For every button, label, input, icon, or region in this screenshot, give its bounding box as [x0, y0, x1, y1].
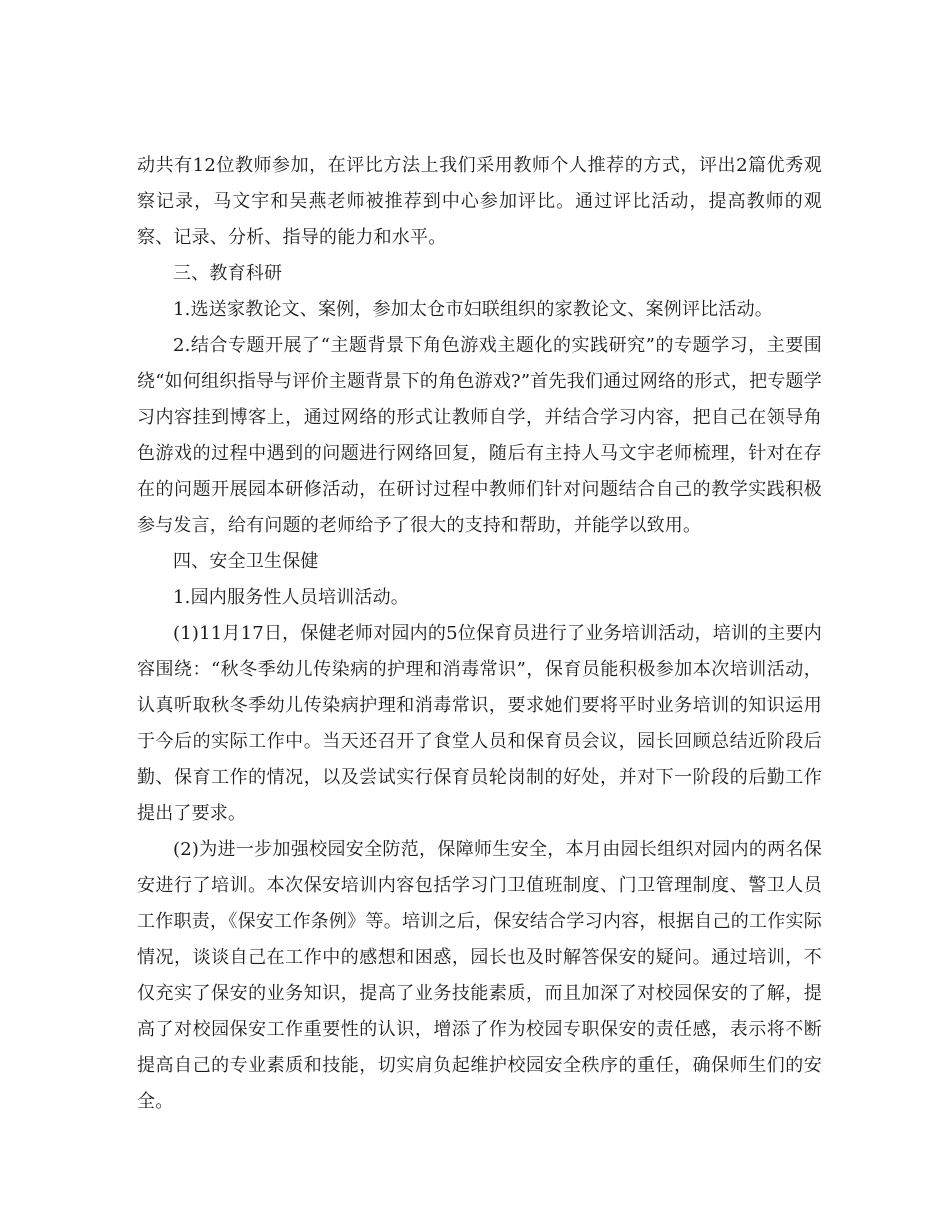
- paragraph-item-2: 2.结合专题开展了“主题背景下角色游戏主题化的实践研究”的专题学习，主要围绕“如何组织指导与评价主题背景下的角色游戏?”首先我们通过网络的形式，把专题学习内容挂到博客上，通过网络的形式让教师自学，并结合学习内容，把自己在领导角色游戏的过程中遇到的问题进行网络回复，随后有主持人马文宇老师梳理，针对在存在的问题开展园本研修活动，在研讨过程中教师们针对问题结合自己的教学实践积极参与发言，给有问题的老师给予了很大的支持和帮助，并能学以致用。: [137, 335, 822, 536]
- section-heading-research: 三、教育科研: [173, 263, 283, 284]
- section-heading-safety: 四、安全卫生保健: [173, 551, 319, 572]
- paragraph-item-1-1: (1)11月17日，保健老师对园内的5位保育员进行了业务培训活动，培训的主要内容围绕：“秋冬季幼儿传染病的护理和消毒常识”，保育员能积极参加本次培训活动，认真听取秋冬季幼儿传染病护理和消毒常识，要求她们要将平时业务培训的知识运用于今后的实际工作中。当天还召开了食堂人员和保育员会议，园长回顾总结近阶段后勤、保育工作的情况，以及尝试实行保育员轮岗制的好处，并对下一阶段的后勤工作提出了要求。: [137, 623, 822, 824]
- paragraph-continuation: 动共有12位教师参加，在评比方法上我们采用教师个人推荐的方式，评出2篇优秀观察记录，马文宇和吴燕老师被推荐到中心参加评比。通过评比活动，提高教师的观察、记录、分析、指导的能力和水平。: [137, 155, 822, 248]
- document-body: [137, 148, 822, 1120]
- paragraph-item-1-2: (2)为进一步加强校园安全防范，保障师生安全，本月由园长组织对园内的两名保安进行了培训。本次保安培训内容包括学习门卫值班制度、门卫管理制度、警卫人员工作职责，《保安工作条例》等。培训之后，保安结合学习内容，根据自己的工作实际情况，谈谈自己在工作中的感想和困惑，园长也及时解答保安的疑问。通过培训，不仅充实了保安的业务知识，提高了业务技能素质，而且加深了对校园保安的了解，提高了对校园保安工作重要性的认识，增添了作为校园专职保安的责任感，表示将不断提高自己的专业素质和技能，切实肩负起维护校园安全秩序的重任，确保师生们的安全。: [137, 839, 822, 1112]
- subheading-staff-training: 1.园内服务性人员培训活动。: [173, 587, 409, 608]
- paragraph-item-1: 1.选送家教论文、案例，参加太仓市妇联组织的家教论文、案例评比活动。: [173, 299, 773, 320]
